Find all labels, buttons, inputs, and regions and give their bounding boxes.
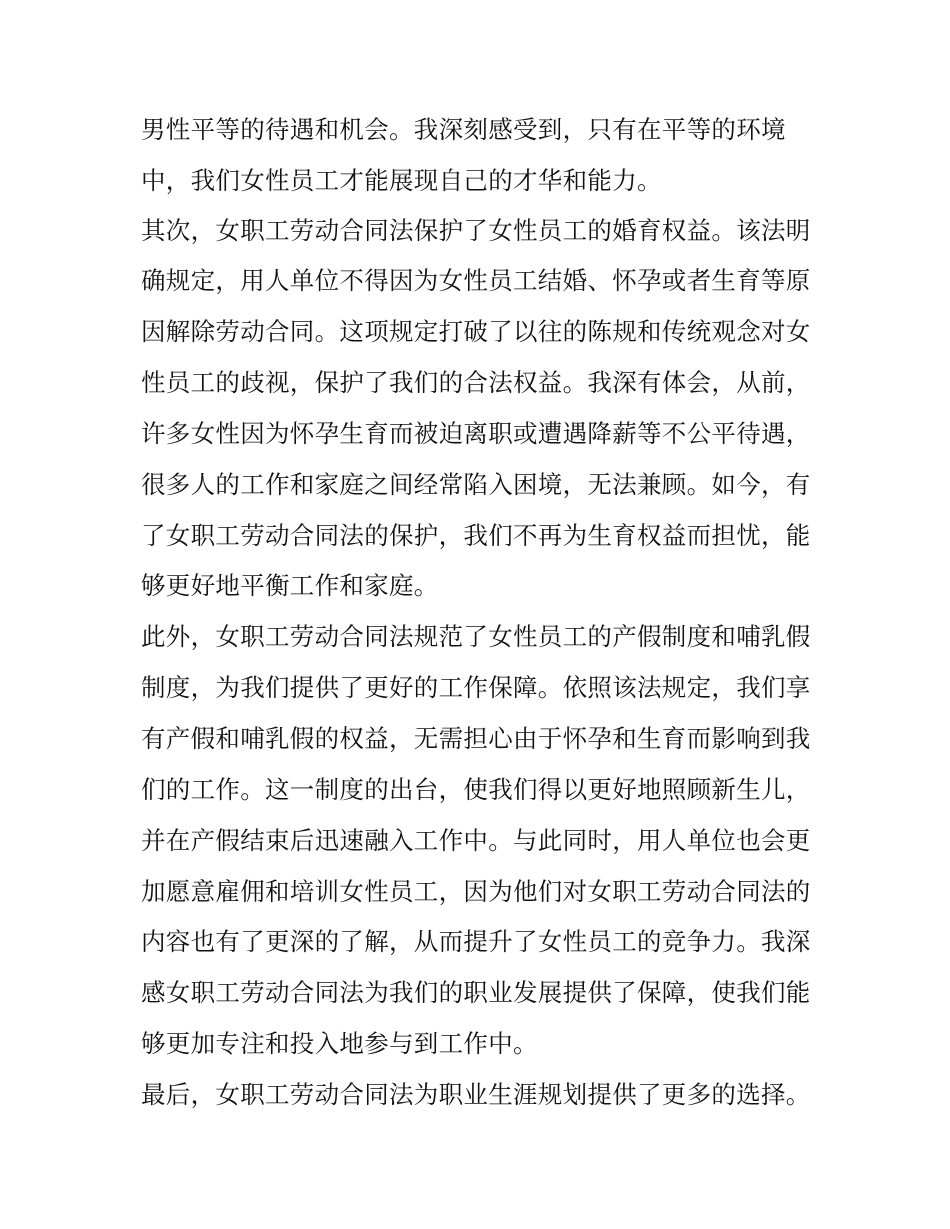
text-line: 确规定，用人单位不得因为女性员工结婚、怀孕或者生育等原	[141, 266, 811, 295]
text-line: 们的工作。这一制度的出台，使我们得以更好地照顾新生儿，	[141, 775, 811, 804]
text-line: 因解除劳动合同。这项规定打破了以往的陈规和传统观念对女	[141, 317, 811, 346]
text-line: 最后，女职工劳动合同法为职业生涯规划提供了更多的选择。	[141, 1080, 811, 1109]
text-line: 许多女性因为怀孕生育而被迫离职或遭遇降薪等不公平待遇，	[141, 419, 811, 448]
text-line: 内容也有了更深的了解，从而提升了女性员工的竞争力。我深	[141, 927, 811, 956]
text-line: 够更好地平衡工作和家庭。	[141, 571, 439, 600]
text-line: 制度，为我们提供了更好的工作保障。依照该法规定，我们享	[141, 673, 811, 702]
text-line: 并在产假结束后迅速融入工作中。与此同时，用人单位也会更	[141, 826, 811, 855]
text-line: 有产假和哺乳假的权益，无需担心由于怀孕和生育而影响到我	[141, 724, 811, 753]
text-line: 加愿意雇佣和培训女性员工，因为他们对女职工劳动合同法的	[141, 877, 811, 906]
text-line: 了女职工劳动合同法的保护，我们不再为生育权益而担忧，能	[141, 521, 811, 550]
text-line: 男性平等的待遇和机会。我深刻感受到，只有在平等的环境	[141, 115, 786, 144]
text-line: 此外，女职工劳动合同法规范了女性员工的产假制度和哺乳假	[141, 622, 811, 651]
text-line: 感女职工劳动合同法为我们的职业发展提供了保障，使我们能	[141, 978, 811, 1007]
text-line: 性员工的歧视，保护了我们的合法权益。我深有体会，从前，	[141, 368, 811, 397]
text-line: 中，我们女性员工才能展现自己的才华和能力。	[141, 166, 662, 195]
text-line: 够更加专注和投入地参与到工作中。	[141, 1029, 538, 1058]
text-line: 很多人的工作和家庭之间经常陷入困境，无法兼顾。如今，有	[141, 470, 811, 499]
text-line: 其次，女职工劳动合同法保护了女性员工的婚育权益。该法明	[141, 216, 811, 245]
